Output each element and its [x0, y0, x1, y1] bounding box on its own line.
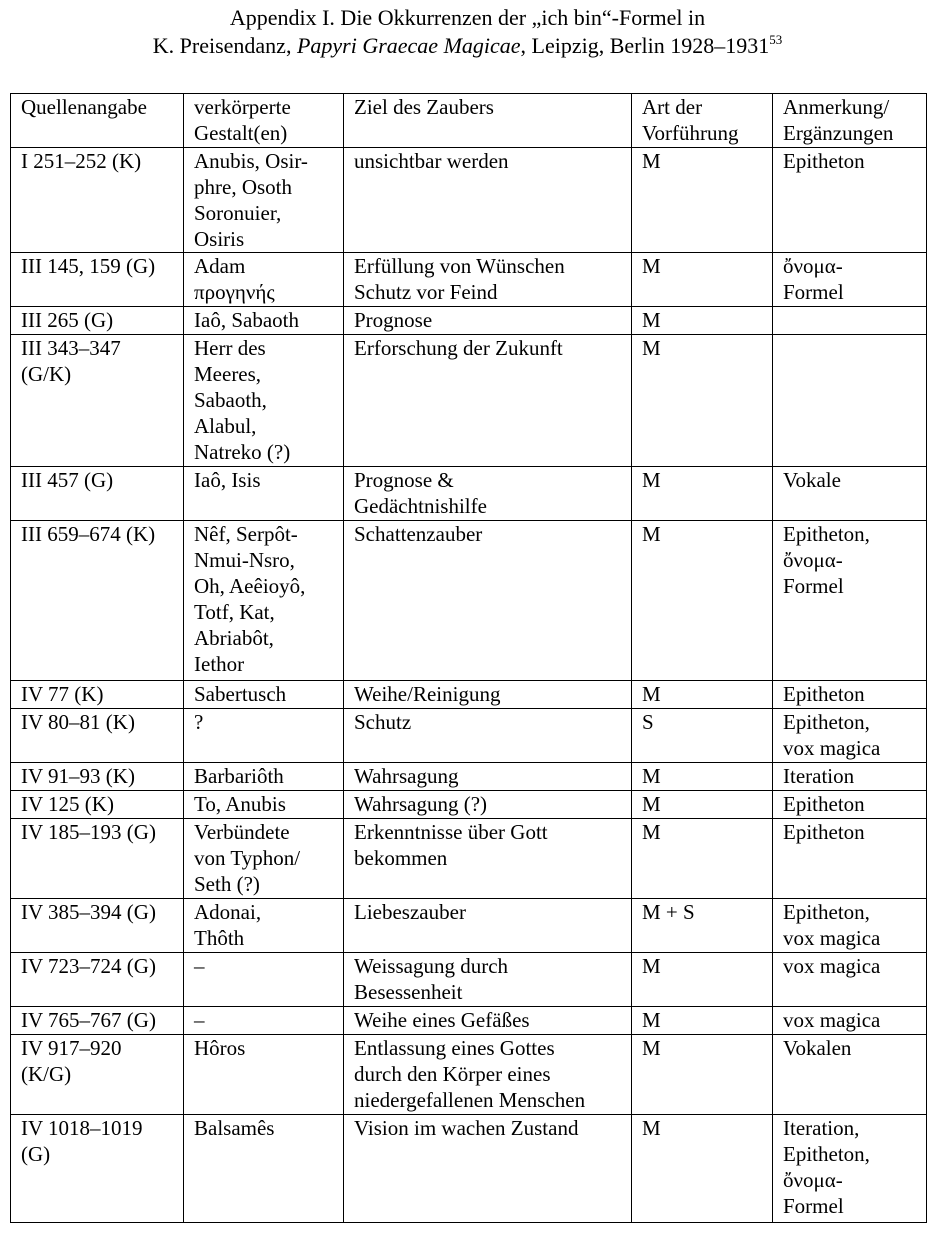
title-line-1: Appendix I. Die Okkurrenzen der „ich bin“-Formel in	[229, 5, 706, 30]
cell-performance-type: M	[632, 763, 773, 791]
cell-source: IV 385–394 (G)	[11, 899, 184, 953]
cell-performance-type: M	[632, 1115, 773, 1223]
cell-performance-type: M	[632, 521, 773, 681]
cell-performance-type: M	[632, 681, 773, 709]
cell-performance-type: M	[632, 1007, 773, 1035]
cell-remarks: vox magica	[773, 953, 927, 1007]
cell-performance-type: S	[632, 709, 773, 763]
cell-spell-goal: Wahrsagung (?)	[344, 791, 632, 819]
title-publication: , Leipzig, Berlin 1928–1931	[520, 33, 770, 58]
table-row	[11, 899, 927, 953]
cell-remarks: Epitheton, vox magica	[773, 899, 927, 953]
table-row	[11, 1007, 927, 1035]
cell-embodied-figure: Herr des Meeres, Sabaoth, Alabul, Natreko (?)	[184, 335, 344, 467]
cell-performance-type: M + S	[632, 899, 773, 953]
cell-spell-goal: Erfüllung von Wünschen Schutz vor Feind	[344, 253, 632, 307]
cell-remarks: Epitheton	[773, 681, 927, 709]
cell-source: III 343–347 (G/K)	[11, 335, 184, 467]
cell-source: III 659–674 (K)	[11, 521, 184, 681]
table-row	[11, 467, 927, 521]
cell-spell-goal: Entlassung eines Gottes durch den Körper eines niedergefallenen Menschen	[344, 1035, 632, 1115]
footnote-marker: 53	[769, 32, 783, 47]
cell-embodied-figure: Adam προγηνής	[184, 253, 344, 307]
table-row	[11, 335, 927, 467]
table-row	[11, 521, 927, 681]
cell-spell-goal: Prognose	[344, 307, 632, 335]
cell-spell-goal: Wahrsagung	[344, 763, 632, 791]
cell-remarks: vox magica	[773, 1007, 927, 1035]
header-remarks: Anmerkung/ Ergänzungen	[773, 94, 927, 148]
cell-source: IV 185–193 (G)	[11, 819, 184, 899]
cell-remarks: Epitheton, vox magica	[773, 709, 927, 763]
cell-embodied-figure: Sabertusch	[184, 681, 344, 709]
cell-source: IV 80–81 (K)	[11, 709, 184, 763]
cell-embodied-figure: To, Anubis	[184, 791, 344, 819]
cell-remarks: Vokalen	[773, 1035, 927, 1115]
cell-source: III 457 (G)	[11, 467, 184, 521]
cell-remarks: Epitheton	[773, 791, 927, 819]
table-header-row	[11, 94, 927, 148]
cell-remarks: ὄνομα- Formel	[773, 253, 927, 307]
cell-spell-goal: Prognose & Gedächtnishilfe	[344, 467, 632, 521]
cell-source: III 265 (G)	[11, 307, 184, 335]
cell-source: I 251–252 (K)	[11, 148, 184, 253]
cell-embodied-figure: –	[184, 953, 344, 1007]
cell-performance-type: M	[632, 819, 773, 899]
occurrences-table	[10, 93, 927, 1223]
cell-performance-type: M	[632, 1035, 773, 1115]
cell-embodied-figure: Barbariôth	[184, 763, 344, 791]
cell-remarks	[773, 335, 927, 467]
cell-spell-goal: Liebeszauber	[344, 899, 632, 953]
table-row	[11, 307, 927, 335]
cell-spell-goal: Erkenntnisse über Gott bekommen	[344, 819, 632, 899]
cell-performance-type: M	[632, 148, 773, 253]
cell-remarks	[773, 307, 927, 335]
cell-spell-goal: Weissagung durch Besessenheit	[344, 953, 632, 1007]
cell-embodied-figure: Iaô, Isis	[184, 467, 344, 521]
table-row	[11, 253, 927, 307]
cell-performance-type: M	[632, 335, 773, 467]
title-line-2	[0, 32, 935, 60]
cell-remarks: Vokale	[773, 467, 927, 521]
table-row	[11, 953, 927, 1007]
cell-source: IV 917–920 (K/G)	[11, 1035, 184, 1115]
cell-spell-goal: Schattenzauber	[344, 521, 632, 681]
appendix-title	[0, 4, 935, 60]
table-row	[11, 763, 927, 791]
table-row	[11, 1035, 927, 1115]
cell-source: IV 125 (K)	[11, 791, 184, 819]
cell-source: IV 1018–1019 (G)	[11, 1115, 184, 1223]
cell-remarks: Iteration, Epitheton, ὄνομα- Formel	[773, 1115, 927, 1223]
cell-embodied-figure: Verbündete von Typhon/ Seth (?)	[184, 819, 344, 899]
cell-source: IV 91–93 (K)	[11, 763, 184, 791]
cell-spell-goal: Erforschung der Zukunft	[344, 335, 632, 467]
cell-remarks: Epitheton	[773, 148, 927, 253]
cell-spell-goal: Weihe eines Gefäßes	[344, 1007, 632, 1035]
table-row	[11, 791, 927, 819]
cell-remarks: Epitheton	[773, 819, 927, 899]
cell-spell-goal: Schutz	[344, 709, 632, 763]
cell-embodied-figure: Iaô, Sabaoth	[184, 307, 344, 335]
cell-performance-type: M	[632, 467, 773, 521]
cell-remarks: Iteration	[773, 763, 927, 791]
cell-spell-goal: unsichtbar werden	[344, 148, 632, 253]
table-row	[11, 681, 927, 709]
table-row	[11, 709, 927, 763]
cell-embodied-figure: Anubis, Osir- phre, Osoth Soronuier, Osiris	[184, 148, 344, 253]
title-author: K. Preisendanz,	[152, 33, 297, 58]
cell-source: IV 765–767 (G)	[11, 1007, 184, 1035]
header-performance-type: Art der Vorführung	[632, 94, 773, 148]
cell-spell-goal: Vision im wachen Zustand	[344, 1115, 632, 1223]
header-embodied-figure: verkörperte Gestalt(en)	[184, 94, 344, 148]
table-row	[11, 1115, 927, 1223]
cell-embodied-figure: Adonai, Thôth	[184, 899, 344, 953]
table-row	[11, 148, 927, 253]
cell-embodied-figure: Hôros	[184, 1035, 344, 1115]
cell-embodied-figure: –	[184, 1007, 344, 1035]
cell-embodied-figure: Balsamês	[184, 1115, 344, 1223]
cell-performance-type: M	[632, 307, 773, 335]
cell-performance-type: M	[632, 953, 773, 1007]
cell-performance-type: M	[632, 791, 773, 819]
cell-performance-type: M	[632, 253, 773, 307]
cell-embodied-figure: ?	[184, 709, 344, 763]
cell-spell-goal: Weihe/Reinigung	[344, 681, 632, 709]
cell-source: IV 723–724 (G)	[11, 953, 184, 1007]
cell-remarks: Epitheton, ὄνομα- Formel	[773, 521, 927, 681]
cell-source: III 145, 159 (G)	[11, 253, 184, 307]
cell-source: IV 77 (K)	[11, 681, 184, 709]
table-row	[11, 819, 927, 899]
header-spell-goal: Ziel des Zaubers	[344, 94, 632, 148]
title-work: Papyri Graecae Magicae	[296, 33, 521, 58]
cell-embodied-figure: Nêf, Serpôt- Nmui-Nsro, Oh, Aeêioyô, Totf, Kat, Abriabôt, Iethor	[184, 521, 344, 681]
header-source: Quellenangabe	[11, 94, 184, 148]
